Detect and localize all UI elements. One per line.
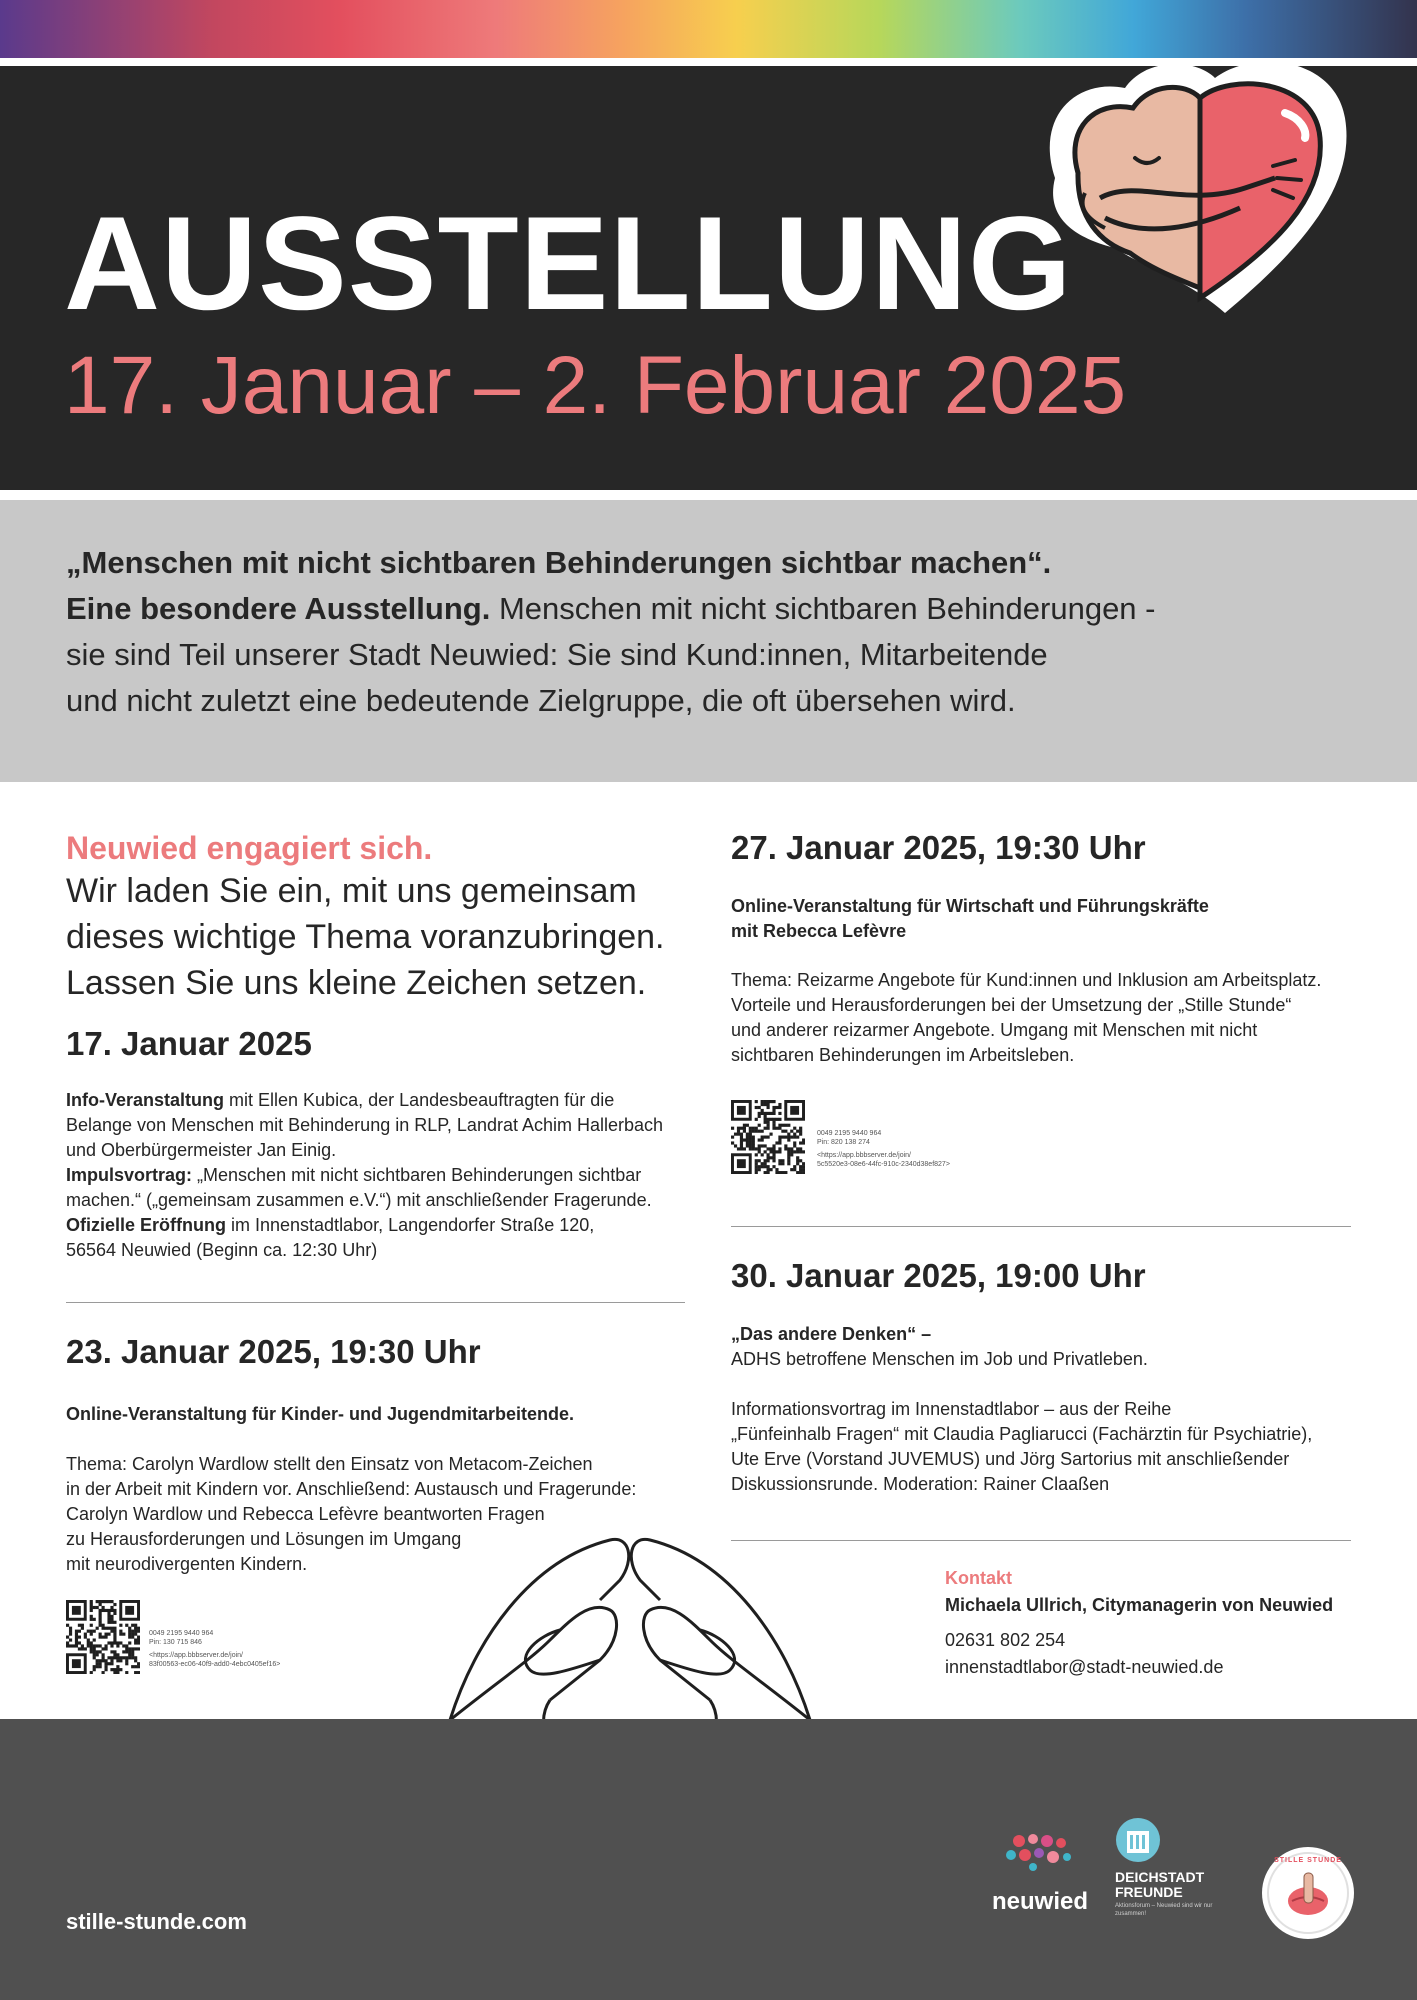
contact-label: Kontakt: [945, 1568, 1012, 1588]
text-line: „Fünfeinhalb Fragen“ mit Claudia Pagliarucci (Fachärztin für Psychiatrie),: [731, 1424, 1313, 1444]
info-text: mit Ellen Kubica, der Landesbeauftragten für die: [224, 1090, 615, 1110]
event-block: [731, 1256, 1351, 1497]
brain-heart-hug-icon: [1015, 38, 1360, 328]
deichstadt-tagline: Aktionsforum – Neuwied sind wir nur zusammen!: [1115, 1903, 1213, 1917]
qr-url: <https://app.bbbserver.de/join/: [817, 1152, 911, 1159]
info-text: Belange von Menschen mit Behinderung in RLP, Landrat Achim Hallerbach: [66, 1115, 664, 1135]
divider: [66, 1302, 685, 1303]
event-subtitle: „Das andere Denken“ –: [731, 1324, 932, 1344]
event-date: 23. Januar 2025, 19:30 Uhr: [66, 1333, 481, 1370]
qr-pin: Pin: 820 138 274: [817, 1139, 870, 1146]
invite-line: dieses wichtige Thema voranzubringen.: [66, 918, 665, 956]
dots-icon: [975, 1831, 1105, 1879]
text-line: in der Arbeit mit Kindern vor. Anschließend: Austausch und Fragerunde:: [66, 1479, 637, 1499]
info-label: Info-Veranstaltung: [66, 1090, 225, 1110]
opening-text: im Innenstadtlabor, Langendorfer Straße 120,: [226, 1215, 595, 1235]
intro-line: und nicht zuletzt eine bedeutende Zielgruppe, die oft übersehen wird.: [66, 683, 1016, 718]
impuls-text: „Menschen mit nicht sichtbaren Behinderungen sichtbar: [192, 1165, 642, 1185]
qr-url: <https://app.bbbserver.de/join/: [149, 1652, 243, 1659]
divider: [731, 1226, 1351, 1227]
qr-note: [149, 1629, 299, 1669]
impuls-label: Impulsvortrag:: [66, 1165, 193, 1185]
text-line: Thema: Carolyn Wardlow stellt den Einsatz von Metacom-Zeichen: [66, 1454, 593, 1474]
contact-block: [945, 1568, 1365, 1680]
intro-line: Menschen mit nicht sichtbaren Behinderungen -: [490, 591, 1156, 626]
opening-label: Ofizielle Eröffnung: [66, 1215, 226, 1235]
qr-url: 5c5520e3-08e6-44fc-910c-2340d38ef827>: [817, 1161, 950, 1168]
engaged-heading: Neuwied engagiert sich.: [66, 830, 433, 866]
footer: [0, 1719, 1417, 2000]
qr-code-icon[interactable]: [66, 1600, 140, 1674]
divider: [731, 1540, 1351, 1541]
website-link[interactable]: stille-stunde.com: [66, 1909, 247, 1934]
event-subtitle: Online-Veranstaltung für Wirtschaft und Führungskräfte: [731, 896, 1209, 916]
left-column: [66, 828, 686, 1263]
impuls-text: machen.“ („gemeinsam zusammen e.V.“) mit anschließender Fragerunde.: [66, 1190, 652, 1210]
qr-pin: Pin: 130 715 846: [149, 1639, 202, 1646]
qr-phone: 0049 2195 9440 964: [817, 1130, 882, 1137]
event-date: 17. Januar 2025: [66, 1025, 312, 1062]
contact-phone[interactable]: 02631 802 254: [945, 1630, 1066, 1650]
qr-code-icon[interactable]: [731, 1100, 805, 1174]
text-line: Informationsvortrag im Innenstadtlabor – aus der Reihe: [731, 1399, 1172, 1419]
text-line: mit neurodivergenten Kindern.: [66, 1554, 308, 1574]
intro-bold-lead: Eine besondere Ausstellung.: [66, 591, 491, 626]
text-line: zu Herausforderungen und Lösungen im Umgang: [66, 1529, 462, 1549]
event-subtitle: Online-Veranstaltung für Kinder- und Jugendmitarbeitende.: [66, 1404, 575, 1424]
event-description: [731, 1397, 1351, 1497]
text-line: Carolyn Wardlow und Rebecca Lefèvre beantworten Fragen: [66, 1504, 545, 1524]
event-subtitle: mit Rebecca Lefèvre: [731, 921, 907, 941]
intro-line: sie sind Teil unserer Stadt Neuwied: Sie sind Kund:innen, Mitarbeitende: [66, 637, 1048, 672]
event-description: [731, 968, 1351, 1068]
info-text: und Oberbürgermeister Jan Einig.: [66, 1140, 337, 1160]
text-line: Diskussionsrunde. Moderation: Rainer Claaßen: [731, 1474, 1110, 1494]
event-date: 27. Januar 2025, 19:30 Uhr: [731, 829, 1146, 866]
intro-band: [0, 500, 1417, 782]
stille-stunde-text: STILLE STUNDE: [1274, 1857, 1342, 1864]
text-line: Vorteile und Herausforderungen bei der Umsetzung der „Stille Stunde“: [731, 995, 1292, 1015]
intro-headline: „Menschen mit nicht sichtbaren Behinderungen sichtbar machen“.: [66, 545, 1052, 580]
text-line: und anderer reizarmer Angebote. Umgang mit Menschen mit nicht: [731, 1020, 1258, 1040]
opening-text: 56564 Neuwied (Beginn ca. 12:30 Uhr): [66, 1240, 378, 1260]
deichstadt-text: DEICHSTADT: [1115, 1869, 1205, 1885]
contact-name: Michaela Ullrich, Citymanagerin von Neuwied: [945, 1595, 1334, 1615]
freunde-text: FREUNDE: [1115, 1884, 1183, 1900]
building-icon: [1115, 1817, 1161, 1863]
text-line: Thema: Reizarme Angebote für Kund:innen und Inklusion am Arbeitsplatz.: [731, 970, 1322, 990]
text-line: sichtbaren Behinderungen im Arbeitsleben.: [731, 1045, 1075, 1065]
event-description: [66, 1088, 686, 1263]
exhibition-dates: 17. Januar – 2. Februar 2025: [64, 340, 1127, 431]
text-line: Ute Erve (Vorstand JUVEMUS) und Jörg Sartorius mit anschließender: [731, 1449, 1290, 1469]
invite-line: Lassen Sie uns kleine Zeichen setzen.: [66, 964, 647, 1002]
qr-note: [817, 1129, 967, 1169]
page-title: AUSSTELLUNG: [64, 190, 1073, 338]
intro-text: [66, 540, 1316, 724]
stille-stunde-logo: [1262, 1847, 1354, 1939]
neuwied-logo: [975, 1831, 1105, 1915]
event-date: 30. Januar 2025, 19:00 Uhr: [731, 1257, 1146, 1294]
contact-email[interactable]: innenstadtlabor@stadt-neuwied.de: [945, 1657, 1224, 1677]
qr-phone: 0049 2195 9440 964: [149, 1630, 214, 1637]
right-column: [731, 828, 1351, 1068]
event-subtitle-2: ADHS betroffene Menschen im Job und Privatleben.: [731, 1349, 1148, 1369]
invite-line: Wir laden Sie ein, mit uns gemeinsam: [66, 872, 637, 910]
deichstadt-logo: [1115, 1817, 1245, 1937]
qr-url: 83f00563-ec06-40f9-add0-4ebc0405ef16>: [149, 1661, 281, 1668]
neuwied-logo-text: neuwied: [991, 1888, 1088, 1915]
